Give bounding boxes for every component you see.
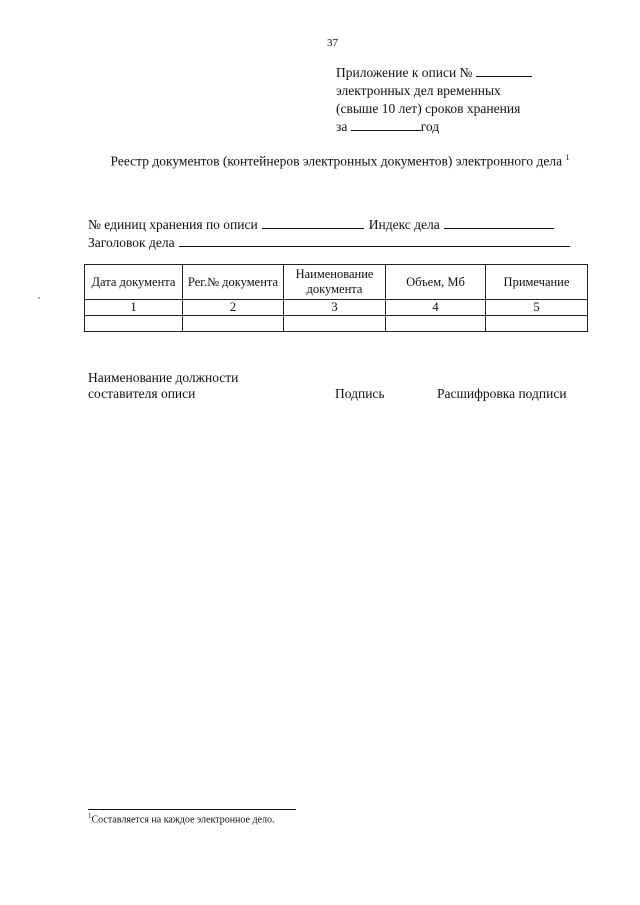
table-row: [85, 316, 588, 332]
appendix-header: [336, 64, 532, 136]
units-blank: [262, 216, 364, 229]
header-name: Наименование документа: [284, 265, 386, 300]
header-date: Дата документа: [85, 265, 183, 300]
appendix-line-1: Приложение к описи №: [336, 64, 532, 82]
empty-cell: [183, 316, 284, 332]
header-note: Примечание: [486, 265, 588, 300]
header-volume: Объем, Мб: [386, 265, 486, 300]
scan-speck: [38, 297, 40, 299]
inventory-number-blank: [476, 64, 532, 77]
registry-table: [84, 264, 588, 332]
table-header-row: [85, 265, 588, 300]
title-footnote-mark: 1: [565, 153, 570, 162]
case-fields: [88, 216, 570, 252]
footnote-divider: [88, 809, 296, 810]
column-number: 4: [386, 300, 486, 316]
table-number-row: [85, 300, 588, 316]
heading-blank: [179, 234, 570, 247]
index-label: Индекс дела: [368, 217, 440, 232]
appendix-line-3: (свыше 10 лет) сроков хранения: [336, 101, 521, 116]
column-number: 1: [85, 300, 183, 316]
footnote-mark: 1: [88, 812, 92, 820]
appendix-line-4: за год: [336, 119, 440, 134]
document-title: [60, 149, 620, 171]
signature-sign-label: Подпись: [335, 386, 385, 401]
empty-cell: [284, 316, 386, 332]
units-label: № единиц хранения по описи: [88, 217, 258, 232]
signature-position-label: Наименование должности составителя описи: [88, 370, 239, 401]
heading-label: Заголовок дела: [88, 235, 175, 250]
appendix-line-2: электронных дел временных: [336, 83, 501, 98]
column-number: 3: [284, 300, 386, 316]
footnote: [88, 812, 274, 825]
column-number: 2: [183, 300, 284, 316]
year-blank: [351, 118, 421, 131]
heading-row: [88, 234, 570, 252]
empty-cell: [486, 316, 588, 332]
signature-decode-label: Расшифровка подписи: [437, 386, 567, 401]
header-reg-number: Рег.№ документа: [183, 265, 284, 300]
empty-cell: [386, 316, 486, 332]
column-number: 5: [486, 300, 588, 316]
empty-cell: [85, 316, 183, 332]
footnote-text: Составляется на каждое электронное дело.: [91, 814, 275, 826]
page-number: 37: [327, 37, 338, 49]
index-blank: [444, 216, 554, 229]
units-index-row: [88, 216, 570, 234]
document-title-text: Реестр документов (контейнеров электронных документов) электронного дела: [110, 153, 563, 169]
